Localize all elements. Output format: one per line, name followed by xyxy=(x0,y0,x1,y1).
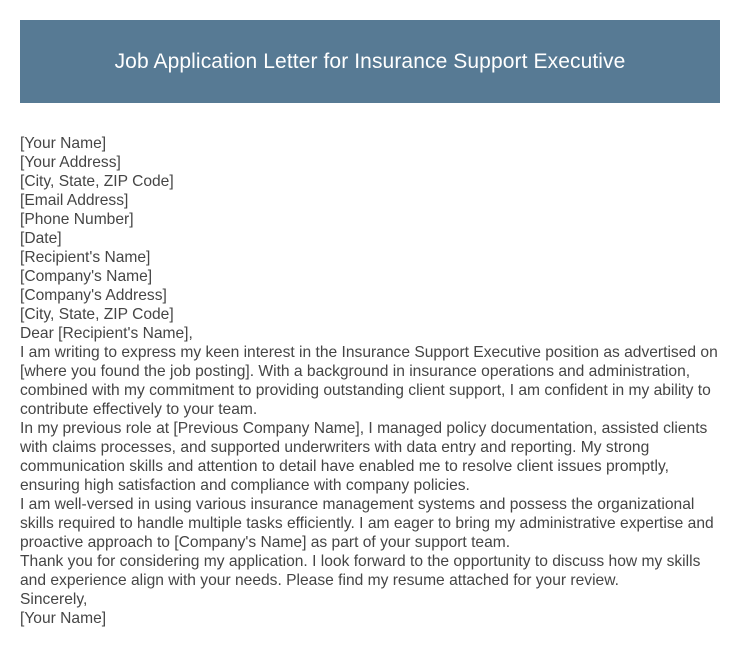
recipient-company-address: [Company's Address] xyxy=(20,287,167,304)
letter-date: [Date] xyxy=(20,230,62,247)
paragraph-experience: In my previous role at [Previous Company Name], I managed policy documentation, assisted clients with claims processes, and supported underwriters with data entry and reporting. My strong communication skills and attention to detail have enabled me to resolve client issues promptly, ensuring high satisfaction and compliance with company policies. xyxy=(20,420,708,494)
sender-city-state-zip: [City, State, ZIP Code] xyxy=(20,173,174,190)
closing: Sincerely, xyxy=(20,591,88,608)
recipient-city-state-zip: [City, State, ZIP Code] xyxy=(20,306,174,323)
recipient-company: [Company's Name] xyxy=(20,268,153,285)
paragraph-closing: Thank you for considering my application. I look forward to the opportunity to discuss how my skills and experience align with your needs. Please find my resume attached for your review. xyxy=(20,553,701,589)
sender-phone: [Phone Number] xyxy=(20,211,134,228)
sender-name: [Your Name] xyxy=(20,135,107,152)
signature: [Your Name] xyxy=(20,610,107,627)
page-title: Job Application Letter for Insurance Support Executive xyxy=(114,49,626,73)
letter-body xyxy=(20,134,725,628)
recipient-name: [Recipient's Name] xyxy=(20,249,151,266)
sender-email: [Email Address] xyxy=(20,192,129,209)
title-banner xyxy=(20,20,720,103)
sender-address: [Your Address] xyxy=(20,154,121,171)
paragraph-introduction: I am writing to express my keen interest in the Insurance Support Executive position as advertised on [where you found the job posting]. With a background in insurance operations and administration, combined with my commitment to providing outstanding client support, I am confident in my ability to contribute effectively to your team. xyxy=(20,344,718,418)
paragraph-skills: I am well-versed in using various insurance management systems and possess the organizational skills required to handle multiple tasks efficiently. I am eager to bring my administrative expertise and proactive approach to [Company's Name] as part of your support team. xyxy=(20,496,714,551)
salutation: Dear [Recipient's Name], xyxy=(20,325,193,342)
